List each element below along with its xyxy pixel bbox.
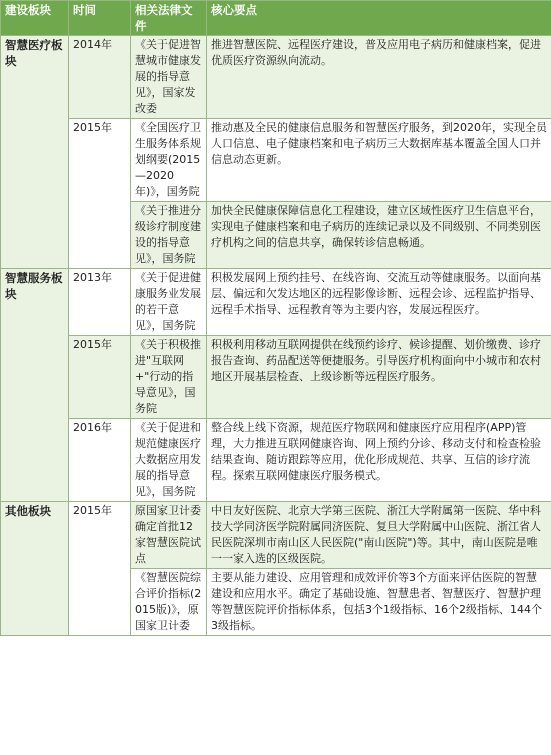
header-row [1, 1, 551, 36]
section-smart-medical: 智慧医疗板块 [1, 36, 69, 269]
year-cell: 2015年 [69, 119, 131, 269]
header-key-points: 核心要点 [207, 1, 551, 36]
doc-cell: 《关于促进健康服务业发展的若干意见》，国务院 [131, 269, 207, 336]
point-cell: 主要从能力建设、应用管理和成效评价等3个方面来评估医院的智慧建设和应用水平。确定了基础设施、智慧患者、智慧医疗、智慧护理等智慧医院评价指标体系，包括3个1级指标、16个2级指标、144个3级指标。 [207, 569, 551, 636]
point-cell: 加快全民健康保障信息化工程建设，建立区域性医疗卫生信息平台，实现电子健康档案和电子病历的连续记录以及不同级别、不同类别医疗机构之间的信息共享，确保转诊信息畅通。 [207, 202, 551, 269]
point-cell: 积极发展网上预约挂号、在线咨询、交流互动等健康服务。以面向基层、偏远和欠发达地区的远程影像诊断、远程会诊、远程监护指导、远程手术指导、远程教育等为主要内容，发展远程医疗。 [207, 269, 551, 336]
year-cell: 2016年 [69, 419, 131, 502]
table-row [1, 419, 551, 502]
table-row [1, 336, 551, 419]
header-legal-doc: 相关法律文件 [131, 1, 207, 36]
section-smart-service: 智慧服务板块 [1, 269, 69, 502]
point-cell: 推进智慧医院、远程医疗建设，普及应用电子病历和健康档案，促进优质医疗资源纵向流动。 [207, 36, 551, 119]
table-row [1, 119, 551, 202]
table-row [1, 36, 551, 119]
doc-cell: 《关于促进智慧城市健康发展的指导意见》，国家发改委 [131, 36, 207, 119]
table-row [1, 269, 551, 336]
doc-cell: 《关于积极推进"互联网+"行动的指导意见》，国务院 [131, 336, 207, 419]
doc-cell: 《关于促进和规范健康医疗大数据应用发展的指导意见》，国务院 [131, 419, 207, 502]
point-cell: 推动惠及全民的健康信息服务和智慧医疗服务，到2020年，实现全员人口信息、电子健康档案和电子病历三大数据库基本覆盖全国人口并信息动态更新。 [207, 119, 551, 202]
doc-cell: 《智慧医院综合评价指标(2015版)》，原国家卫计委 [131, 569, 207, 636]
year-cell: 2013年 [69, 269, 131, 336]
year-cell: 2015年 [69, 502, 131, 636]
point-cell: 积极利用移动互联网提供在线预约诊疗、候诊提醒、划价缴费、诊疗报告查询、药品配送等便捷服务。引导医疗机构面向中小城市和农村地区开展基层检查、上级诊断等远程医疗服务。 [207, 336, 551, 419]
doc-cell: 《关于推进分级诊疗制度建设的指导意见》，国务院 [131, 202, 207, 269]
header-time: 时间 [69, 1, 131, 36]
doc-cell: 原国家卫计委确定首批12家智慧医院试点 [131, 502, 207, 569]
point-cell: 中日友好医院、北京大学第三医院、浙江大学附属第一医院、华中科技大学同济医学院附属同济医院、复旦大学附属中山医院、浙江省人民医院深圳市南山区人民医院("南山医院")等。其中，南山医院是唯一一家入选的区级医院。 [207, 502, 551, 569]
section-other: 其他板块 [1, 502, 69, 636]
year-cell: 2015年 [69, 336, 131, 419]
doc-cell: 《全国医疗卫生服务体系规划纲要(2015—2020年)》，国务院 [131, 119, 207, 202]
header-sector: 建设板块 [1, 1, 69, 36]
point-cell: 整合线上线下资源，规范医疗物联网和健康医疗应用程序(APP)管理，大力推进互联网健康咨询、网上预约分诊、移动支付和检查检验结果查询、随访跟踪等应用，优化形成规范、共享、互信的诊疗流程。探索互联网健康医疗服务模式。 [207, 419, 551, 502]
table-row [1, 502, 551, 569]
year-cell: 2014年 [69, 36, 131, 119]
